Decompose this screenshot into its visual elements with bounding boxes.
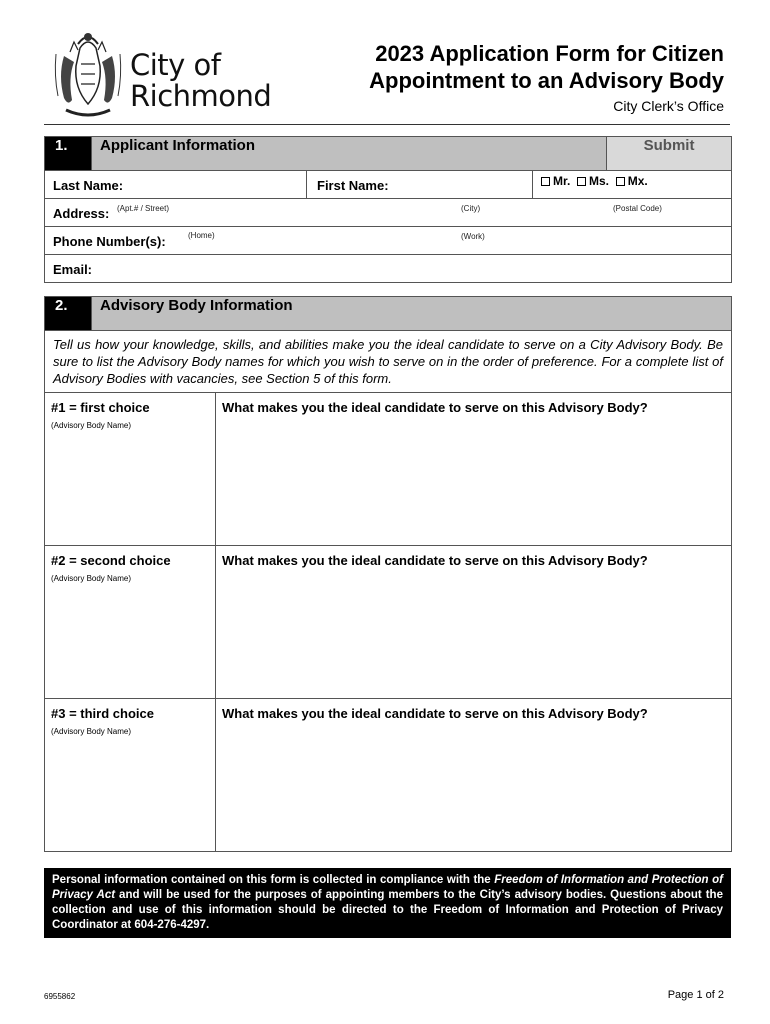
page-number: Page 1 of 2 — [667, 989, 724, 1001]
second-choice-question: What makes you the ideal candidate to serve on this Advisory Body? — [222, 553, 648, 568]
third-choice-label: #3 = third choice — [51, 706, 154, 721]
first-choice-hint: (Advisory Body Name) — [51, 421, 132, 430]
submit-button[interactable]: Submit — [607, 137, 732, 171]
section2-header — [45, 297, 732, 331]
checkbox-icon — [577, 177, 586, 186]
form-title-line2: Appointment to an Advisory Body — [369, 68, 724, 93]
third-choice-answer[interactable] — [216, 699, 732, 852]
third-choice-field[interactable] — [45, 699, 216, 852]
choice-row — [45, 699, 732, 852]
section1-number: 1. — [45, 137, 92, 171]
applicant-information-section — [44, 136, 732, 283]
work-phone-hint: (Work) — [461, 232, 485, 241]
email-field[interactable] — [45, 255, 732, 283]
honorific-ms-label: Ms. — [589, 174, 610, 188]
section2-title: Advisory Body Information — [92, 297, 732, 331]
form-title-block — [369, 40, 724, 114]
postal-code-hint: (Postal Code) — [613, 204, 662, 213]
header-divider — [44, 124, 730, 125]
second-choice-field[interactable] — [45, 546, 216, 699]
advisory-body-section — [44, 296, 732, 852]
honorific-mx-checkbox[interactable] — [616, 174, 648, 188]
first-choice-question: What makes you the ideal candidate to serve on this Advisory Body? — [222, 400, 648, 415]
document-header — [0, 0, 770, 126]
address-label: Address: — [53, 206, 110, 221]
honorific-options — [533, 171, 732, 199]
choice-row — [45, 393, 732, 546]
form-subtitle: City Clerk’s Office — [613, 98, 724, 114]
second-choice-answer[interactable] — [216, 546, 732, 699]
choice-row — [45, 546, 732, 699]
privacy-notice — [44, 868, 731, 938]
first-name-field[interactable] — [307, 171, 533, 199]
section1-header — [45, 137, 732, 171]
form-title-line1: 2023 Application Form for Citizen — [375, 41, 724, 66]
first-name-label: First Name: — [317, 178, 389, 193]
phone-label: Phone Number(s): — [53, 234, 166, 249]
second-choice-label: #2 = second choice — [51, 553, 171, 568]
city-name-line2: Richmond — [130, 79, 272, 113]
city-hint: (City) — [461, 204, 481, 213]
city-name-line1: City of — [130, 48, 221, 82]
privacy-act-name: Freedom of Information and Protection of Privacy Act — [52, 874, 723, 901]
first-choice-label: #1 = first choice — [51, 400, 150, 415]
first-choice-answer[interactable] — [216, 393, 732, 546]
honorific-mr-label: Mr. — [553, 174, 571, 188]
section1-title: Applicant Information — [92, 137, 607, 171]
checkbox-icon — [541, 177, 550, 186]
address-field[interactable] — [45, 199, 732, 227]
phone-field[interactable] — [45, 227, 732, 255]
honorific-ms-checkbox[interactable] — [577, 174, 609, 188]
section2-intro: Tell us how your knowledge, skills, and abilities make you the ideal candidate to serve on a City Advisory Body. Be sure to list the Advisory Body names for which you wish to serve on in the order of preference. For a complete list of Advisory Bodies with vacancies, see Section 5 of this form. — [45, 331, 732, 393]
honorific-mr-checkbox[interactable] — [541, 174, 570, 188]
checkbox-icon — [616, 177, 625, 186]
last-name-label: Last Name: — [53, 178, 124, 193]
third-choice-hint: (Advisory Body Name) — [51, 727, 132, 736]
form-number: 6955862 — [44, 992, 76, 1001]
section2-number: 2. — [45, 297, 92, 331]
home-phone-hint: (Home) — [188, 231, 215, 240]
honorific-mx-label: Mx. — [627, 174, 648, 188]
first-choice-field[interactable] — [45, 393, 216, 546]
last-name-field[interactable] — [45, 171, 307, 199]
street-hint: (Apt.# / Street) — [117, 204, 170, 213]
privacy-text-part2: and will be used for the purposes of appointing members to the City’s advisory bodies. Questions about the collection and use of this information should be directed to the Freedom of Information and Protection of Privacy Coordinator at 604-276-4297. — [52, 889, 723, 931]
email-label: Email: — [53, 262, 93, 277]
privacy-text-part1: Personal information contained on this form is collected in compliance with the — [52, 874, 495, 886]
second-choice-hint: (Advisory Body Name) — [51, 574, 132, 583]
city-crest-logo — [50, 26, 126, 122]
third-choice-question: What makes you the ideal candidate to serve on this Advisory Body? — [222, 706, 648, 721]
city-name — [130, 50, 271, 112]
